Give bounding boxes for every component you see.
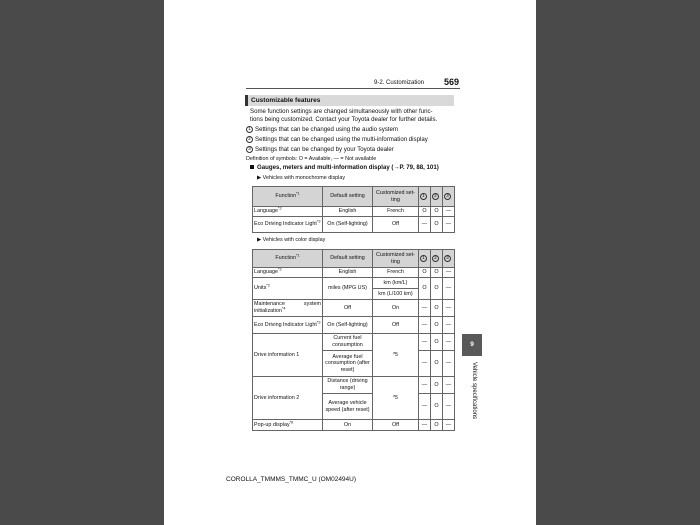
footer-doc-id: COROLLA_TMMMS_TMMC_U (OM02494U) [226, 476, 357, 483]
cell-function: Drive information 2 [253, 377, 323, 420]
cell-default: miles (MPG US) [323, 278, 373, 300]
circle-number: 1 [246, 126, 253, 133]
cell-custom: km (L/100 km) [373, 289, 419, 300]
cell-c2: O [431, 268, 443, 278]
cell-c2: O [431, 317, 443, 334]
mono-label-text: Vehicles with monochrome display [262, 175, 346, 181]
cell-c1: O [419, 268, 431, 278]
cell-c1: — [419, 377, 431, 394]
header-default: Default setting [323, 250, 373, 268]
cell-custom: Off [373, 317, 419, 334]
header-col-1: 1 [419, 250, 431, 268]
list-item [246, 136, 428, 144]
mono-label [257, 174, 345, 182]
header-col-2: 2 [431, 187, 443, 207]
table-row [253, 217, 455, 233]
cell-c1: — [419, 317, 431, 334]
cell-default: English [323, 207, 373, 217]
cell-c2: O [431, 278, 443, 300]
cell-default: English [323, 268, 373, 278]
table-header-row [253, 250, 455, 268]
intro-line-1: Some function settings are changed simultaneously with other func- [250, 108, 433, 115]
cell-default: On (Self-lighting) [323, 317, 373, 334]
cell-c3: — [443, 394, 455, 420]
cell-c1: O [419, 207, 431, 217]
cell-c1: O [419, 278, 431, 300]
definition-of-symbols: Definition of symbols: O = Available, — = Not available [246, 156, 377, 162]
header-function: Function$^{*1}$ [253, 187, 323, 207]
cell-c1: — [419, 394, 431, 420]
triangle-right-icon: ▶ [257, 175, 262, 181]
subsection-heading [250, 164, 439, 172]
list-item [246, 126, 398, 134]
cell-function: Eco Driving Indicator Light$^{*3}$ [253, 317, 323, 334]
cell-custom: *5 [373, 377, 419, 420]
cell-default: Distance (driving range) [323, 377, 373, 394]
intro-line-2: tions being customized. Contact your Toyota dealer for further details. [250, 116, 438, 123]
cell-custom: *5 [373, 334, 419, 377]
subsection-title: Gauges, meters and multi-information display (→P. 79, 88, 101) [257, 164, 439, 171]
table-row [253, 207, 455, 217]
cell-function: Eco Driving Indicator Light$^{*3}$ [253, 217, 323, 233]
cell-c2: O [431, 217, 443, 233]
header-rule [246, 88, 460, 89]
header-col-3: 3 [443, 250, 455, 268]
cell-c2: O [431, 351, 443, 377]
cell-c2: O [431, 207, 443, 217]
chapter-tab: 9 [462, 334, 482, 356]
cell-default: Average vehicle speed (after reset) [323, 394, 373, 420]
cell-c3: — [443, 300, 455, 317]
cell-c1: — [419, 351, 431, 377]
cell-c3: — [443, 351, 455, 377]
cell-custom: French [373, 207, 419, 217]
cell-c3: — [443, 278, 455, 300]
mono-table [252, 186, 455, 233]
table-row [253, 268, 455, 278]
cell-custom: Off [373, 420, 419, 431]
circle-number: 3 [246, 146, 253, 153]
table-row [253, 334, 455, 351]
cell-custom: km (km/L) [373, 278, 419, 289]
header-function: Function$^{*1}$ [253, 250, 323, 268]
header-col-3: 3 [443, 187, 455, 207]
table-row [253, 317, 455, 334]
chapter-tab-label: Vehicle specifications [471, 362, 477, 420]
header-customized: Customized set-ting [373, 187, 419, 207]
triangle-right-icon: ▶ [257, 237, 262, 243]
header-customized: Customized set-ting [373, 250, 419, 268]
list-item-text: Settings that can be changed using the multi-information display [255, 136, 428, 144]
cell-default: Current fuel consumption [323, 334, 373, 351]
list-item [246, 146, 394, 154]
cell-function: Pop-up display$^{*6}$ [253, 420, 323, 431]
color-label-text: Vehicles with color display [262, 237, 326, 243]
cell-default: Average fuel consumption (after reset) [323, 351, 373, 377]
manual-page [164, 0, 536, 525]
table-header-row [253, 187, 455, 207]
cell-c1: — [419, 420, 431, 431]
cell-custom: French [373, 268, 419, 278]
cell-function: Language$^{*2}$ [253, 207, 323, 217]
color-table [252, 249, 455, 431]
color-label [257, 236, 325, 244]
cell-c1: — [419, 334, 431, 351]
cell-c3: — [443, 268, 455, 278]
cell-custom: Off [373, 217, 419, 233]
cell-c2: O [431, 394, 443, 420]
circle-number: 2 [246, 136, 253, 143]
header-default: Default setting [323, 187, 373, 207]
square-bullet-icon [250, 165, 254, 169]
list-item-text: Settings that can be changed by your Toyota dealer [255, 146, 394, 154]
cell-default: Off [323, 300, 373, 317]
cell-function: Language$^{*2}$ [253, 268, 323, 278]
cell-c2: O [431, 300, 443, 317]
cell-custom: On [373, 300, 419, 317]
header-col-2: 2 [431, 250, 443, 268]
cell-c3: — [443, 317, 455, 334]
cell-default: On (Self-lighting) [323, 217, 373, 233]
cell-c1: — [419, 217, 431, 233]
cell-function: Units$^{*2}$ [253, 278, 323, 300]
section-title: Customizable features [245, 95, 454, 106]
header-col-1: 1 [419, 187, 431, 207]
cell-c2: O [431, 420, 443, 431]
cell-c3: — [443, 334, 455, 351]
cell-c1: — [419, 300, 431, 317]
table-row [253, 377, 455, 394]
cell-c2: O [431, 334, 443, 351]
cell-function: Drive information 1 [253, 334, 323, 377]
cell-c3: — [443, 207, 455, 217]
cell-c3: — [443, 217, 455, 233]
table-row [253, 300, 455, 317]
cell-c3: — [443, 420, 455, 431]
cell-default: On [323, 420, 373, 431]
section-header: 9-2. Customization [374, 80, 425, 86]
cell-c2: O [431, 377, 443, 394]
table-row [253, 278, 455, 289]
page-number: 569 [444, 77, 460, 87]
table-row [253, 420, 455, 431]
cell-function: Maintenance system initialization$^{*4}$ [253, 300, 323, 317]
cell-c3: — [443, 377, 455, 394]
list-item-text: Settings that can be changed using the audio system [255, 126, 398, 134]
